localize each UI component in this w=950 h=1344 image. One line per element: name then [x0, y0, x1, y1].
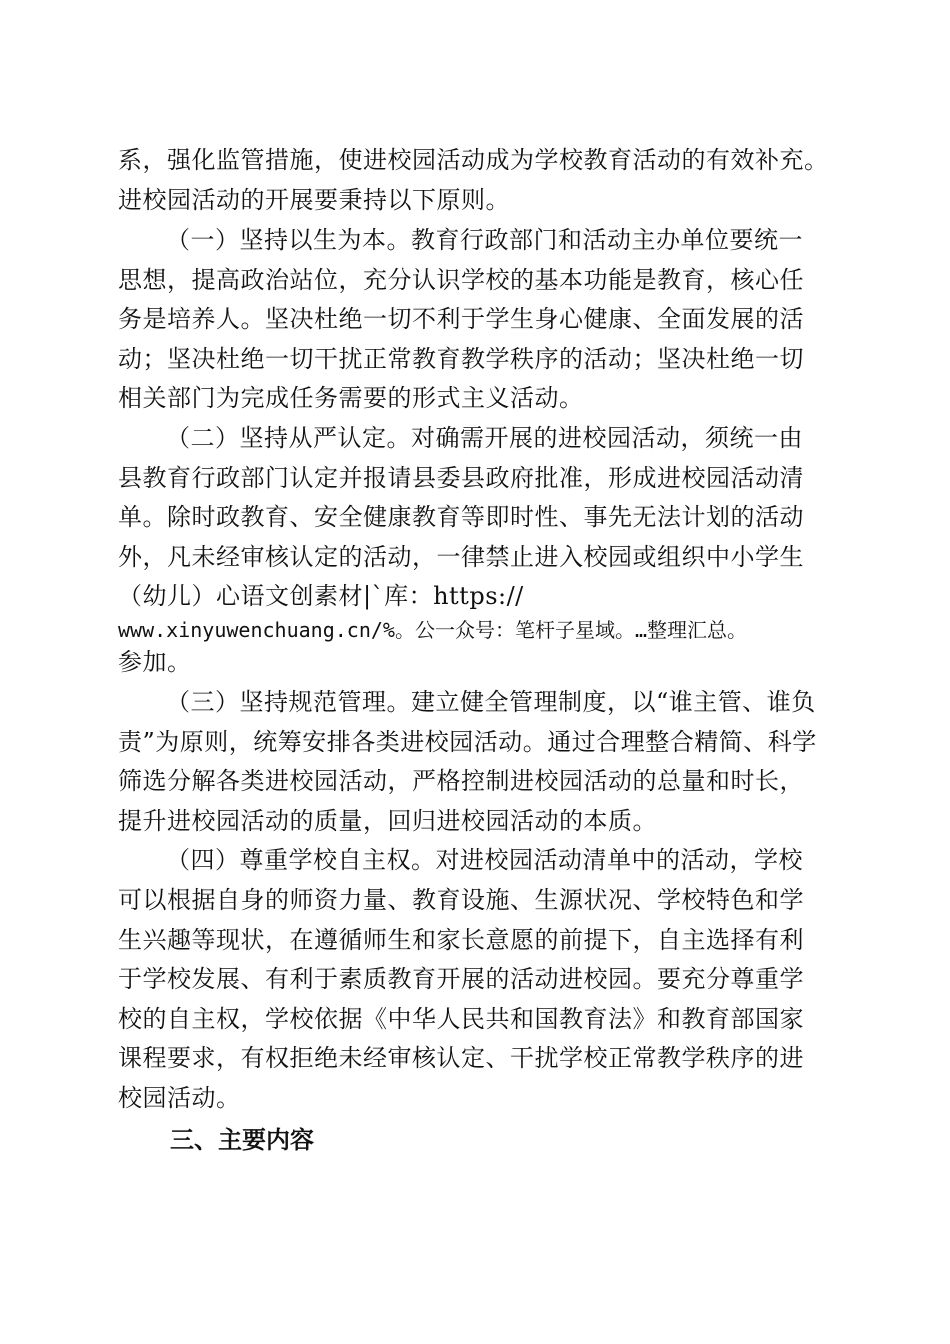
principle-3-line: （三）坚持规范管理。建立健全管理制度，以“谁主管、谁负 — [166, 688, 816, 716]
principle-2-line: （二）坚持从严认定。对确需开展的进校园活动，须统一由 — [166, 424, 803, 452]
text-line: 课程要求，有权拒绝未经审核认定、干扰学校正常教学秩序的进 — [118, 1044, 804, 1072]
text-line: 校的自主权，学校依据《中华人民共和国教育法》和教育部国家 — [118, 1005, 804, 1033]
text-line: 动；坚决杜绝一切干扰正常教育教学秩序的活动；坚决杜绝一切 — [118, 345, 804, 373]
text-line: 系，强化监管措施，使进校园活动成为学校教育活动的有效补充。 — [118, 146, 829, 174]
text-line: 单。除时政教育、安全健康教育等即时性、事先无法计划的活动 — [118, 503, 804, 531]
text-line: 参加。 — [118, 648, 192, 676]
text-line: 务是培养人。坚决杜绝一切不利于学生身心健康、全面发展的活 — [118, 305, 804, 333]
principle-4-line: （四）尊重学校自主权。对进校园活动清单中的活动，学校 — [166, 846, 803, 874]
text-line: 进校园活动的开展要秉持以下原则。 — [118, 186, 510, 214]
text-line: 责”为原则，统筹安排各类进校园活动。通过合理整合精简、科学 — [118, 728, 817, 756]
text-line: 提升进校园活动的质量，回归进校园活动的本质。 — [118, 807, 657, 835]
section-heading: 三、主要内容 — [170, 1126, 314, 1154]
text-line: 外，凡未经审核认定的活动，一律禁止进入校园或组织中小学生 — [118, 543, 804, 571]
text-line: 可以根据自身的师资力量、教育设施、生源状况、学校特色和学 — [118, 886, 804, 914]
text-line: 思想，提高政治站位，充分认识学校的基本功能是教育，核心任 — [118, 266, 804, 294]
watermark-line: www.xinyuwenchuang.cn/%。公一众号：笔杆子星域。…整理汇总。 — [118, 618, 747, 642]
text-line: 筛选分解各类进校园活动，严格控制进校园活动的总量和时长， — [118, 767, 804, 795]
text-line: 县教育行政部门认定并报请县委县政府批准，形成进校园活动清 — [118, 464, 804, 492]
text-line: 相关部门为完成任务需要的形式主义活动。 — [118, 384, 584, 412]
text-line: 校园活动。 — [118, 1084, 241, 1112]
principle-1-line: （一）坚持以生为本。教育行政部门和活动主办单位要统一 — [166, 226, 803, 254]
text-line: 于学校发展、有利于素质教育开展的活动进校园。要充分尊重学 — [118, 965, 804, 993]
text-line: （幼儿）心语文创素材|`库：https:// — [118, 582, 524, 610]
text-line: 生兴趣等现状，在遵循师生和家长意愿的前提下，自主选择有利 — [118, 926, 804, 954]
